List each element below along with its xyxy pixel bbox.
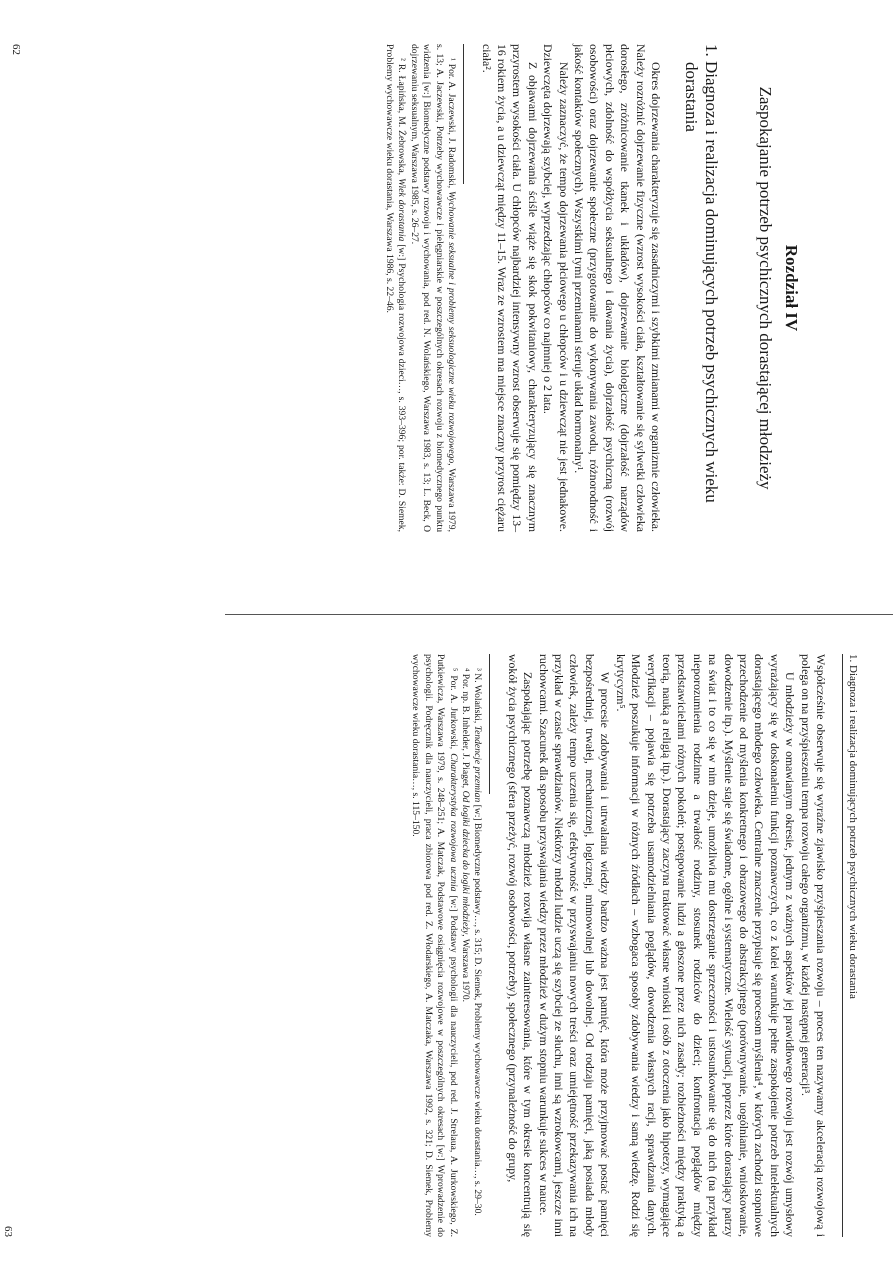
footnote-lead: ³ N. Wolański, — [472, 668, 484, 726]
footnote-lead: ⁴ Por. np. B. Inhelder, J. Piaget, — [460, 668, 472, 791]
paragraph: Z objawami dojrzewania ściśle wiąże się skok pokwitaniowy, charakteryzujący się znacznym przyrostem wysokości ciała. U chłopców najbardziej intensywny wzrost obserwuje się pomiędzy 13–16 rokiem życia, a u dziewcząt między 11–15. Wraz ze wzrostem ma miejsce znaczny przyrost ciężaru ciała². — [479, 44, 540, 532]
paragraph: Współcześnie obserwuje się wyraźne zjawisko przyśpieszania rozwoju – proces ten nazywamy akceleracją rozwojową i polega on na przyśpieszeniu tempa rozwoju całego organizmu, w każdej następnej generacji³. — [798, 654, 828, 1237]
footnote-lead: ¹ Por. A. Jaczewski, J. Radomski, — [446, 58, 458, 192]
chapter-subtitle: Zaspokajanie potrzeb psychicznych dorastającej młodzieży — [756, 86, 775, 490]
paragraph: Zaspokajając potrzebę poznawczą młodzież rozwija własne zainteresowania, które w tym okresie koncentrują się wokół życia psychicznego (sfera przeżyć, rozwój osobowości, potrzeby), społecznego (przynależność do grupy, — [505, 654, 536, 1237]
footnote-rest: , Warszawa 1979, s. 13; A. Jaczewski, Potrzeby wychowawcze i pielęgniarskie w poszczególnych okresach rozwoju z biomedycznego punktu widzenia [w:] Biomedyczne podstawy rozwoju i wychowania, pod red. N. Wolańskiego, Warszawa 1983, s. 13; L. Beck, O dojrzewaniu seksualnym, Warszawa 1985, s. 26–27. — [408, 44, 458, 532]
page-number: 63 — [2, 1226, 14, 1237]
page-62 — [0, 0, 893, 612]
footnote — [459, 654, 471, 1237]
footnote-title: Wiek dorastania — [396, 178, 408, 242]
footnote-title: Charakterystyka rozwojowa ucznia — [447, 753, 459, 892]
footnote-rule — [457, 44, 464, 184]
paragraph: Należy zaznaczyć, że tempo dojrzewania płciowego u chłopców i u dziewcząt nie jest jednakowe. Dziewczęta dojrzewają szybciej, wyprzedzając chłopców co najmniej o 2 lata. — [541, 44, 571, 532]
paragraph: U młodzieży w omawianym okresie, jednym z ważnych aspektów jej prawidłowego rozwoju jest rozwój umysłowy wyrażający się w doskonaleniu funkcji poznawczych, co z kolei warunkuje pełne zaspokojenie potrzeb intelektualnych dorastającego młodego człowieka. Centralne znaczenie przypisuje się procesom myślenia⁴, w których zachodzi stopniowe przechodzenie od myślenia konkretnego i obrazowego do abstrakcyjnego (porównywanie, uogólnianie, wnioskowanie, dowodzenie itp.). Myślenie staje się świadome, ogólne i systematyczne. Wielość sytuacji, poprzez które dorastający patrzy na świat i to co się w nim dzieje, umożliwia mu dostrzeganie sprzeczności i ustosunkowanie się do nich (na przykład nieporozumienia rodzinne a trwałość rodziny, stosunek rodziców do dzieci; konfrontacja poglądów między przedstawicielami różnych pokoleń; postępowanie ludzi a głoszone przez nich zasady; rozbieżności między praktyką a teorią, nauką a religią itp.). Dorastający zaczyna traktować własne wnioski i osób z otoczenia jako hipotezy, wymagające weryfikacji – pojawia się potrzeba usamodzielniania poglądów, dowodzenia własnych racji, sprawdzania danych. Młodzież poszukuje informacji w różnych źródłach – wzbogaca sposoby zdobywania wiedzy i samą wiedzę. Rodzi się krytycyzm⁵. — [613, 654, 798, 1237]
footnote-rest: [w:] Podstawy psychologii dla nauczycieli, pod red. J. Strelaua, A. Jurkowskiego, Z. Putkiewicza, Warszawa 1979, s. 248–251; A. Matczak, Podstawowe osiągnięcia rozwojowe w poszczególnych okresach [w:] Wprowadzenie do psychologii. Podręcznik dla nauczycieli, praca zbiorowa pod red. Z. Włodarskiego, A. Matczaka, Warszawa 1992, s. 321; D. Siemek, Problemy wychowawcze wieku dorastania…, s. 115–150. — [410, 654, 459, 1237]
paragraph: W procesie zdobywania i utrwalania wiedzy bardzo ważna jest pamięć, która może przyjmować postać pamięci bezpośredniej, trwałej, mechanicznej, logicznej, mimowolnej lub dowolnej. Od rodzaju pamięci, jaką posiada młody człowiek, zależy tempo uczenia się, efektywność w przyswajaniu nowych treści oraz umiejętność przekazywania ich na przykład w czasie sprawdzianów. Niektórzy młodzi ludzie uczą się szybciej ze słuchu, inni są wzrokowcami, jeszcze inni ruchowcami. Szacunek dla sposobu przyswajania wiedzy przez młodzież w dużym stopniu warunkuje sukces w nauce. — [536, 654, 613, 1237]
chapter-title: Rozdział IV — [782, 244, 801, 332]
footnote-lead: ² R. Łapińska, M. Żebrowska, — [396, 58, 408, 179]
footnote — [471, 654, 483, 1237]
section-heading: 1. Diagnoza i realizacja dominujących potrzeb psychicznych wieku dorastania — [682, 44, 721, 503]
running-head: 1. Diagnoza i realizacja dominujących potrzeb psychicznych wieku dorastania — [842, 654, 859, 1237]
footnote — [409, 654, 459, 1237]
footnote-title: Tendencje przemian — [472, 725, 484, 803]
page-number: 62 — [10, 44, 22, 55]
footnote-rest: , Warszawa 1970. — [460, 934, 472, 1003]
footnote-rule — [483, 654, 490, 794]
footnote-rest: [w:] Psychologia rozwojowa dzieci…, s. 393–396; por. także: D. Siemek, Problemy wychowawcze wieku dorastania, Warszawa 1986, s. 22–46. — [384, 44, 408, 533]
footnote-title: Wychowanie seksualne i problemy seksuologiczne wieku rozwojowego — [446, 191, 458, 464]
paragraph: Okres dojrzewania charakteryzuje się zasadniczymi i szybkimi zmianami w organizmie człowieka. Należy rozróżnić dojrzewanie fizyczne (wzrost wysokości ciała, kształtowanie się sylwetki człowieka dorosłego, zróżnicowanie tkanek i układów), dojrzewanie biologiczne (dojrzałość narządów płciowych, zdolność do współżycia seksualnego i dawania życia), dojrzałość psychiczną (rozwój osobowości) oraz dojrzewanie społeczne (przygotowanie do wykonywania zawodu, różnorodność i jakość kontaktów społecznych). Wszystkimi tymi przemianami steruje układ hormonalny¹. — [571, 44, 663, 532]
page-divider — [225, 614, 893, 615]
footnote — [383, 44, 408, 532]
footnote-lead: ⁵ Por. A. Jurkowski, — [447, 668, 459, 754]
footnote-rest: [w:] Biomedyczne podstawy…, s. 315; D. Siemek, Problemy wychowawcze wieku dorastania…, s. 29–30. — [472, 802, 484, 1216]
page-63 — [0, 620, 893, 1263]
footnote-title: Od logiki dziecka do logiki młodzieży — [460, 790, 472, 935]
footnote — [408, 44, 458, 532]
